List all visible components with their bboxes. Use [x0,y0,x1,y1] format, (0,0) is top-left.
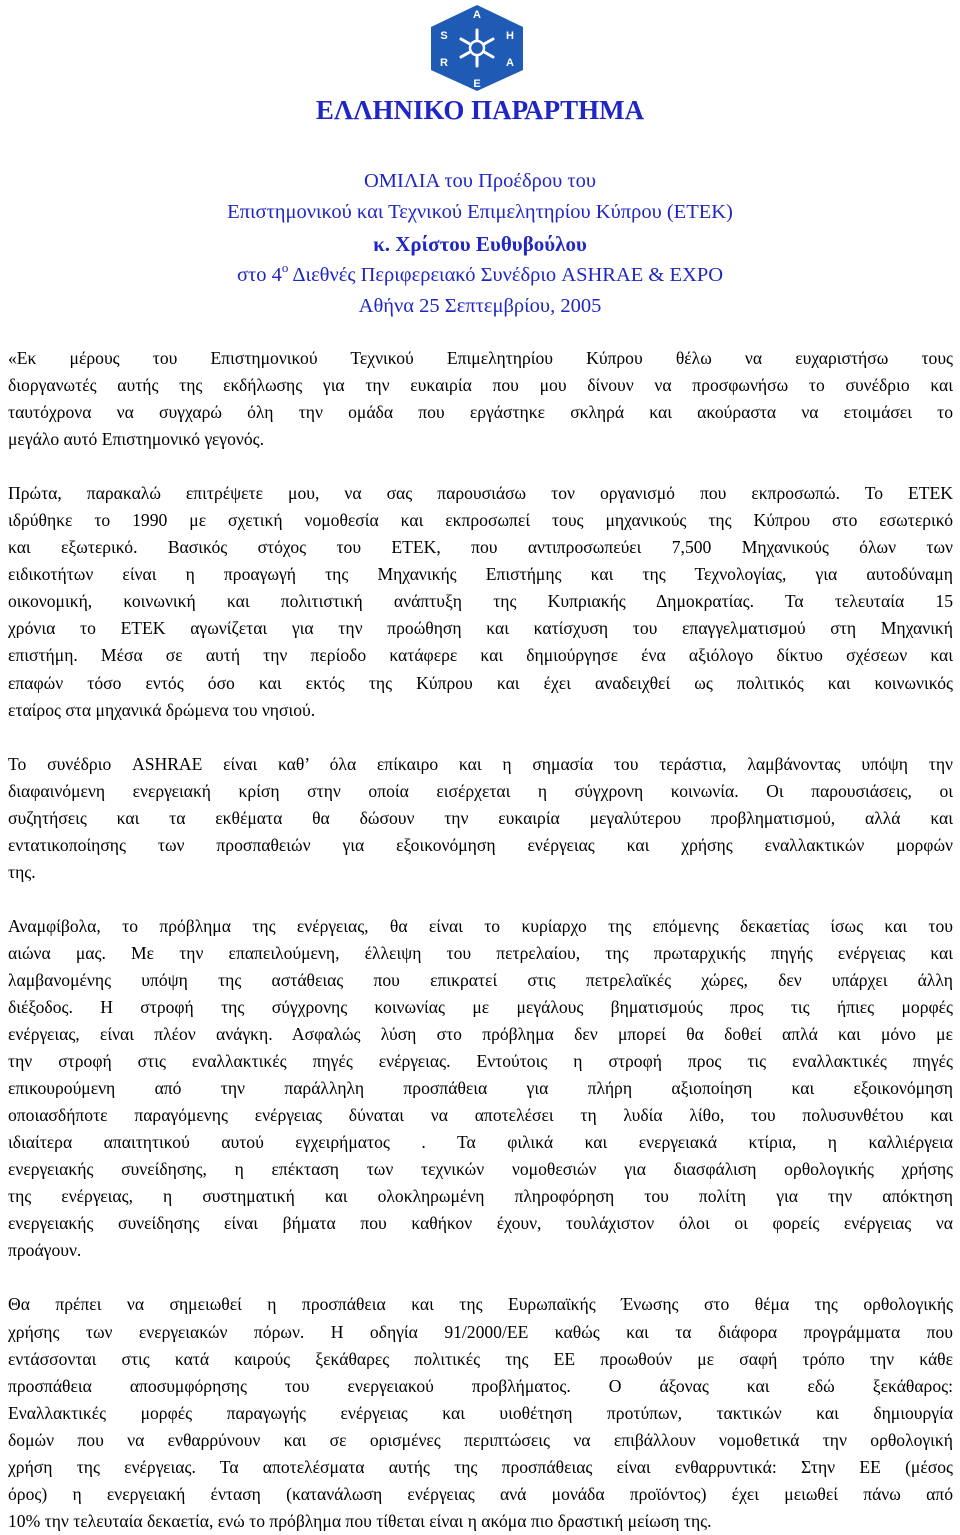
text-line: όρος) η ενεργειακή ένταση (κατανάλωση ενέργειας ανά μονάδα προϊόντος) έχει μειωθεί πάνω από [8,1483,953,1504]
text-line: χρήση της ενέργειας. Τα αποτελέσματα αυτής της προσπάθειας είναι ενθαρρυντικά: Στην ΕΕ (μέσος [8,1456,953,1477]
text-line: επιστήμη. Μέσα σε αυτή την περίοδο κατάφερε και δημιούργησε ένα αξιόλογο δίκτυο σχέσεων και [8,645,953,666]
event-prefix: στο 4 [236,263,282,286]
text-line: εντατικοποίησης των προσπαθειών για εξοικονόμηση ενέργειας και χρήσης εναλλακτικών μορφών [8,834,953,855]
event-line [0,260,960,291]
text-line: «Εκ μέρους του Επιστημονικού Τεχνικού Επιμελητηρίου Κύπρου θέλω να ευχαριστήσω τους [8,348,953,368]
text-line: 10% την τελευταία δεκαετία, ενώ το πρόβλημα που τίθεται είναι η ακόμα πιο δραστική μείωση της. [8,1510,712,1531]
text-line: αιώνα μας. Με την επαπειλούμενη, έλλειψη του πετρελαίου, της πρωταρχικής πηγής ενέργειας και [8,942,953,963]
speaker-name: κ. Χρίστου Ευθυβούλου [373,231,587,256]
text-line: Θα πρέπει να σημειωθεί η προσπάθεια και της Ευρωπαϊκής Ένωσης στο θέμα της ορθολογικής [8,1294,953,1315]
paragraph-2 [8,480,953,723]
text-line: διοργανωτές αυτής της εκδήλωσης για την ευκαιρία που μου δίνουν να προσφωνήσω το συνέδριο και [8,375,953,396]
text-line: λαμβανομένης υπόψη της αστάθειας που επικρατεί στις πετρελαϊκές χώρες, δεν υπάρχει άλλη [8,969,953,990]
text-line: Εναλλακτικές μορφές παραγωγής ενέργειας και υιοθέτηση προτύπων, τακτικών και δημιουργία [8,1402,953,1423]
document-title: ΕΛΛΗΝΙΚΟ ΠΑΡΑΡΤΗΜΑ [315,95,645,125]
text-line: εταίρος στα μηχανικά δρώμενα του νησιού. [8,699,316,720]
text-line: χρήσης των ενεργειακών πόρων. Η οδηγία 91/2000/ΕΕ καθώς και τα διάφορα προγράμματα που [8,1321,953,1342]
logo-letter: H [506,30,514,42]
ashrae-logo [418,4,536,92]
place-date: Αθήνα 25 Σεπτεμβρίου, 2005 [358,295,602,318]
logo-letter: R [440,57,448,69]
text-line: ιδιαίτερα απαιτητικού αυτού εγχειρήματος . Τα φιλικά και ενεργειακά κτίρια, η καλλιέργεια [8,1132,953,1153]
text-line: της. [8,861,36,882]
text-line: εντάσσονται στις κατά καιρούς ξεκάθαρες πολιτικές της ΕΕ προωθούν με σαφή τρόπο την κάθε [8,1348,953,1369]
text-line: επικουρούμενη από την παράλληλη προσπάθεια για πλήρη αξιοποίηση και εξοικονόμηση [8,1078,953,1099]
text-line: οποιασδήποτε παραγόμενης ενέργειας δύναται να αποτελέσει τη λυδία λίθο, του πολυσυνθέτου και [8,1105,953,1126]
paragraph-1 [8,345,953,453]
text-line: χρόνια το ΕΤΕΚ αγωνίζεται για την προώθηση και κατίσχυση του επαγγελματισμού στη Μηχανική [8,618,953,639]
logo-letter: A [506,57,514,69]
text-line: μεγάλο αυτό Επιστημονικό γεγονός. [8,429,264,450]
logo-letter: A [473,9,481,21]
text-line: και εξωτερικό. Βασικός στόχος του ΕΤΕΚ, που αντιπροσωπεύει 7,500 Μηχανικούς όλων των [8,537,953,558]
event-suffix: Διεθνές Περιφερειακό Συνέδριο ASHRAE & EXPO [288,263,724,286]
text-line: Το συνέδριο ASHRAE είναι καθ’ όλα επίκαιρο και η σημασία του τεράστια, λαμβάνοντας υπόψη την [8,753,953,774]
text-line: ενεργειακής συνείδησης, η επέκταση των τεχνικών νομοθεσιών για διασφάλιση ορθολογικής χρήσης [8,1159,953,1180]
text-line: προσπάθεια αποσυμφόρησης του ενεργειακού προβλήματος. Ο άξονας και εδώ ξεκάθαρος: [8,1375,953,1396]
paragraph-5 [8,1291,953,1534]
event-ordinal: ο [281,260,289,276]
text-line: ενεργειακής συνείδησης είναι βήματα που καθήκον έχουν, τουλάχιστον όλοι οι φορείς ενέργειας να [8,1213,953,1234]
speech-body [8,345,953,1535]
text-line: ειδικοτήτων είναι η προαγωγή της Μηχανικής Επιστήμης και της Τεχνολογίας, για αυτοδύναμη [8,564,953,585]
logo-letter: S [440,30,448,42]
speech-heading [0,166,960,322]
text-line: την στροφή στις εναλλακτικές πηγές ενέργειας. Εντούτοις η στροφή προς τις εναλλακτικές πηγές [8,1051,953,1072]
logo-letter: E [473,78,481,90]
text-line: ταυτόχρονα να συγχαρώ όλη την ομάδα που εργάστηκε σκληρά και ακούραστα να ετοιμάσει το [8,402,953,423]
speech-line-2: Επιστημονικού και Τεχνικού Επιμελητηρίου Κύπρου (ΕΤΕΚ) [227,201,733,224]
text-line: οικονομική, κοινωνική και πολιτιστική ανάπτυξη της Κυπριακής Δημοκρατίας. Τα τελευταία 15 [8,591,953,612]
text-line: Αναμφίβολα, το πρόβλημα της ενέργειας, θα είναι το κυρίαρχο της επόμενης δεκαετίας ίσως και του [8,915,953,936]
text-line: συζητήσεις και τα εκθέματα θα δώσουν την ευκαιρία μεγαλύτερου προβληματισμού, αλλά και [8,807,953,828]
text-line: Πρώτα, παρακαλώ επιτρέψετε μου, να σας παρουσιάσω τον οργανισμό που εκπροσωπώ. Το ΕΤΕΚ [8,483,953,504]
text-line: διαφαινόμενη ενεργειακή κρίση στην οποία εισέρχεται η σύγχρονη κοινωνία. Οι παρουσιάσεις, οι [8,780,953,801]
text-line: διέξοδος. Η στροφή της σύγχρονης κοινωνίας με μεγάλους βηματισμούς προς τις ήπιες μορφές [8,996,953,1017]
logo-sun-icon [470,41,484,55]
text-line: ενέργειας, είναι πλέον ανάγκη. Ασφαλώς λύση στο πρόβλημα δεν μπορεί θα δοθεί απλά και μόνο με [8,1024,953,1045]
speech-line-1: ΟΜΙΛΙΑ του Προέδρου του [363,170,597,192]
text-line: επαφών τόσο εντός όσο και εκτός της Κύπρου και έχει αναδειχθεί ως πολιτικός και κοινωνικός [8,672,953,693]
text-line: της ενέργειας, η συστηματική και ολοκληρωμένη πληροφόρηση του πολίτη για την απόκτηση [8,1186,953,1207]
text-line: δομών που να ενθαρρύνουν και σε ορισμένες περιπτώσεις να επιβάλλουν νομοθετικά την ορθολογική [8,1429,953,1450]
paragraph-4 [8,913,953,1265]
text-line: προάγουν. [8,1240,82,1261]
text-line: ιδρύθηκε το 1990 με σχετική νομοθεσία και εκπροσωπεί τους μηχανικούς της Κύπρου στο εσωτερικό [8,510,953,531]
paragraph-3 [8,751,953,886]
